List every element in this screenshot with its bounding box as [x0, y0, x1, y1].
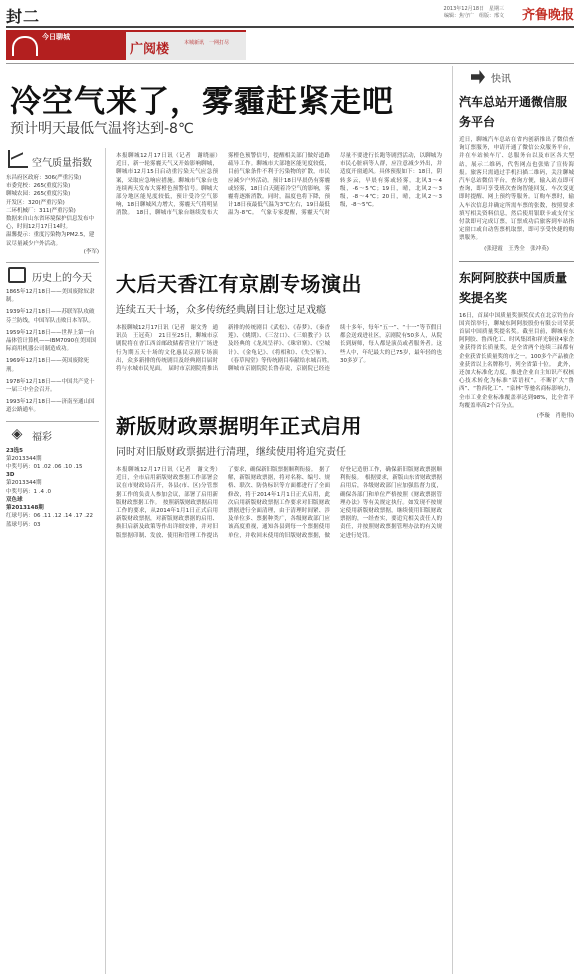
lottery-line: 双色球: [6, 496, 23, 503]
issue-date: 2013年12月18日 星期三: [443, 6, 504, 12]
lead-story-body: 本报聊城12月17日讯（记者 谢晓丽） 近日，新一轮雾霾天气又开始影响聊城，聊城市12月15日启动重污染天气应急预案，采取应急响应措施。聊城市气象台也连续两天发布大雾橙色预警信号。聊城大部分地区能见度较低，预计受冷空气影响，18日聊城风力增大，雾霾天气将明显消散。 18日，聊城市气象台继续发布大雾橙色预警信号，提醒相关部门做好道路疏导工作。聊城市大部地区能见度较低，目前气象条件不利于污染物的扩散，市民应减少户外活动。预计18日早晨仍有雾霾或轻雾，18日白天随着冷空气的影响，雾霾将逐渐消散。同时，温度也将下降，预计18日夜最低气温为3℃左右，19日最低温为-8℃。 气象专家提醒，雾霾天气时尽量不要进行长跑等剧烈活动，以聊城为市民心脏病等人群，应注意减少外出，并适度开窗通风。具体预报如下：18日，阴转多云，早晨有雾或轻雾，北风3～4级，-6～5℃；19日，晴，北风2～3级，-8～4℃；20日，晴，北风2～3级，-8～5℃。: [116, 153, 442, 217]
air-quality-line: 二环机械厂：311(严重污染): [6, 207, 76, 214]
receipt-headline: 新版财政票据明年正式启用: [116, 414, 362, 438]
air-quality-label: 空气质量指数: [32, 158, 92, 169]
lottery-line: 第2013344期: [6, 455, 42, 462]
history-entry: 1939年12月18日——苏联军队攻破芬兰防线，中国军队击败日本军队。: [6, 309, 95, 324]
right-sidebar: [452, 66, 574, 974]
history-entry: 1978年12月18日——中国共产党十一届三中全会召开。: [6, 378, 95, 394]
issue-editors: 编辑：焦守广 组版：邢文: [443, 13, 504, 19]
history-entry: 1865年12月18日——美国废除奴隶制。: [6, 289, 95, 304]
arrow-icon: [471, 70, 485, 84]
lottery-line: 中奖号码：01 .02 .06 .10 .15: [6, 464, 83, 471]
lottery-label: 福彩: [32, 431, 52, 443]
air-quality-header: [6, 148, 99, 170]
air-quality-line: 市委党校：265(重度污染): [6, 183, 71, 190]
opera-story-body: 本报聊城12月17日讯（记者 谢文秀 通讯员 王冠英） 21日至25日，聊城市京剧院将在香江西首邮政储蓄营业厅广场进行为期五天十场的文化惠民京剧专场演出，众多新排的传统剧目及经典剧目届时将与水城市民见面。 届时市京剧院将推出新排的传统剧目《武松》、《春梦》、《秦香莲》、《姚期》、《三岔口》、《三娘教子》以及经典的《龙凤呈祥》、《珠帘寨》、《空城计》、《金龟记》、《将相和》、《失空斩》、《春草闯堂》等传统剧目奉献给水城百姓。 聊城市京剧院院长鲁春说，京剧院已经连续十多年，每年“五一”、“十一”等节假日都会送戏进社区，京剧院有50多人，从院长到厨师，每人都是演员或者服务者。这些人中，年纪最大的已75岁，最年轻的也30多岁了。: [116, 325, 442, 373]
page-name: 封二: [6, 7, 41, 26]
lottery-line: 第2013148期: [6, 505, 44, 512]
air-quality-line: 温馨提示：重度污染物为PM2.5，建议尽量减少户外活动。: [6, 232, 95, 247]
ejiao-headline: 东阿阿胶获中国质量奖提名奖: [459, 270, 568, 305]
column-slogan: 本城新讯 一网打尽: [184, 40, 230, 46]
line-chart-icon: [8, 152, 26, 168]
calendar-icon: [8, 267, 26, 283]
air-quality-line: 东昌府区政府：306(严重污染): [6, 175, 82, 181]
city-tag: 今日聊城: [42, 33, 70, 41]
history-label: 历史上的今天: [32, 273, 92, 285]
history-entry: 1959年12月18日——世界上第一台晶体管计算机——IBM7090在美国国际商用机器公司制造成功。: [6, 329, 97, 353]
bus-station-body: 近日，聊城汽车总站在省内创新推出了微信查询订票服务，申请开通了微信公众服务平台，并在车站候车厅、总服务台以及市区各大型站，展示二维码，代售网点也张贴了宣传海报。旅客只需通过手机扫描二维码，关注聊城汽车总站微信平台，查询方便，输入站点即可查询，即可享受班次查询智能回复、车次变更即时提醒、网上预约等服务。订购车票时，输入车次信息并确定所需车票的张数，按照要求填写相关资料信息，然后使用银联卡或支付宝付款即可完成订票，订票成功后旅客到车站指定窗口或自动售票机取票，即可享受快捷的购票服务。: [459, 137, 574, 242]
opera-headline: 大后天香江有京剧专场演出: [116, 272, 362, 296]
lead-subhead: 预计明天最低气温将达到-8℃: [10, 121, 194, 137]
history-entry: 1969年12月18日——英国废除死刑。: [6, 358, 89, 373]
issue-info: [354, 6, 504, 20]
air-quality-line: 开发区：320(严重污染): [6, 199, 65, 206]
air-quality-body: [6, 174, 99, 256]
quick-news-label: 快讯: [491, 74, 511, 85]
lottery-line: 3D: [6, 472, 15, 479]
opera-story: [116, 258, 442, 416]
lead-story: [116, 152, 442, 252]
lottery-header: [6, 421, 99, 443]
air-quality-line: 数据来自山东省环境保护信息发布中心，时间12月17日14时。: [6, 216, 95, 231]
section-banner: [6, 30, 574, 64]
history-entry: 1993年12月18日——济南至通山国道公路通车。: [6, 399, 95, 414]
lottery-line: 蓝球号码：03: [6, 521, 41, 528]
air-quality-credit: (李军): [83, 248, 99, 255]
masthead: [6, 4, 574, 28]
diamond-icon: ◈: [11, 425, 23, 442]
column-tab: [126, 30, 246, 60]
lead-headline: 冷空气来了，雾霾赶紧走吧: [10, 84, 394, 120]
lottery-line: 中奖号码：1 .4 .0: [6, 488, 51, 495]
history-header: [6, 262, 99, 284]
bus-station-headline: 汽车总站开通微信服务平台: [459, 95, 568, 129]
lottery-body: [6, 447, 99, 529]
opera-subhead: 连续五天十场，众多传统经典剧目让您过足戏瘾: [116, 305, 326, 316]
history-body: [6, 288, 99, 415]
divider: [459, 261, 574, 262]
ejiao-byline: (李璇 肖艳伟): [536, 413, 574, 420]
receipt-story-body: 本报聊城12月17日讯（记者 谢文秀） 近日，全市启用新版财政票据工作部署会议在市财政局召开，各县(市、区)分管票据工作的负责人参加会议，部署了启用新版财政票据工作。 按照新版财政票据启用工作的要求，从2014年1月1日正式启用新版财政票据，对新版财政票据的启用、换旧启新及政策等作出详细安排，并对旧版票据印制、发放、使用和管理工作提出了要求，确保新旧版票据顺利衔接。 据了解，新版财政票据，将对名称、编号、规格、联次、防伪标识等方面都进行了全面修改，将于2014年1月1日正式启用，此次启用新版财政票据工作要求对旧版财政票据进行全面清理，由于清理时间紧、涉及单位多、票据种类广，各级财政部门应该高度重视，通知各县到每一个票据使用单位，并收回未使用的旧版财政票据，做好登记造册工作，确保新旧版财政票据顺利衔接。 根据要求，新版山东省财政票据启用后，各级财政部门应加强监督力度，确保各部门和单位严格按照《财政票据管理办法》等有关规定执行。如发现不按规定使用新版财政票据，继续使用旧版财政票据的，一经查实，要追究相关责任人的责任，并按照财政票据管理办法的有关规定进行处罚。: [116, 467, 442, 539]
receipt-subhead: 同时对旧版财政票据进行清理，继续使用将追究责任: [116, 447, 346, 458]
quick-news-header: [459, 66, 574, 88]
paper-logo: 齐鲁晚报: [521, 8, 574, 23]
lottery-line: 第2013344期: [6, 480, 42, 487]
receipt-story: [116, 400, 442, 602]
air-quality-line: 聊城农园：265(重度污染): [6, 191, 71, 198]
lottery-line: 红球号码：06 .11 .12 .14 .17 .22: [6, 513, 93, 520]
bus-station-byline: (张迎霞 王秀全 张冲英): [484, 245, 549, 252]
left-sidebar: [6, 148, 106, 974]
column-name: 广阅楼: [130, 42, 170, 57]
gate-icon: [12, 36, 38, 56]
city-banner: [6, 30, 126, 60]
lottery-line: 23选5: [6, 447, 23, 454]
ejiao-body: 16日，首届中国质量奖颁奖仪式在北京钓鱼台国宾馆举行，聊城东阿阿胶股份有限公司荣获首届中国质量奖提名奖。截至目前，聊城有东阿阿胶、鲁西化工、时风集团和祥光铜业4家企业获得省长质量奖，是全省两个连续三届都有企业获省长质量奖的市之一。100多个产品被企业获省以上名牌称号，列全省第十位。 此外，还加大标准化力度，推进企业自主知识产权核心技术转化为标准“话语权”。不断扩大“鲁西”、“鲁西化工”、“泉林”等驰名商标影响力，全市工业企业标准覆盖率达到98%，比全省平均覆盖率高2个百分点。: [459, 312, 574, 409]
